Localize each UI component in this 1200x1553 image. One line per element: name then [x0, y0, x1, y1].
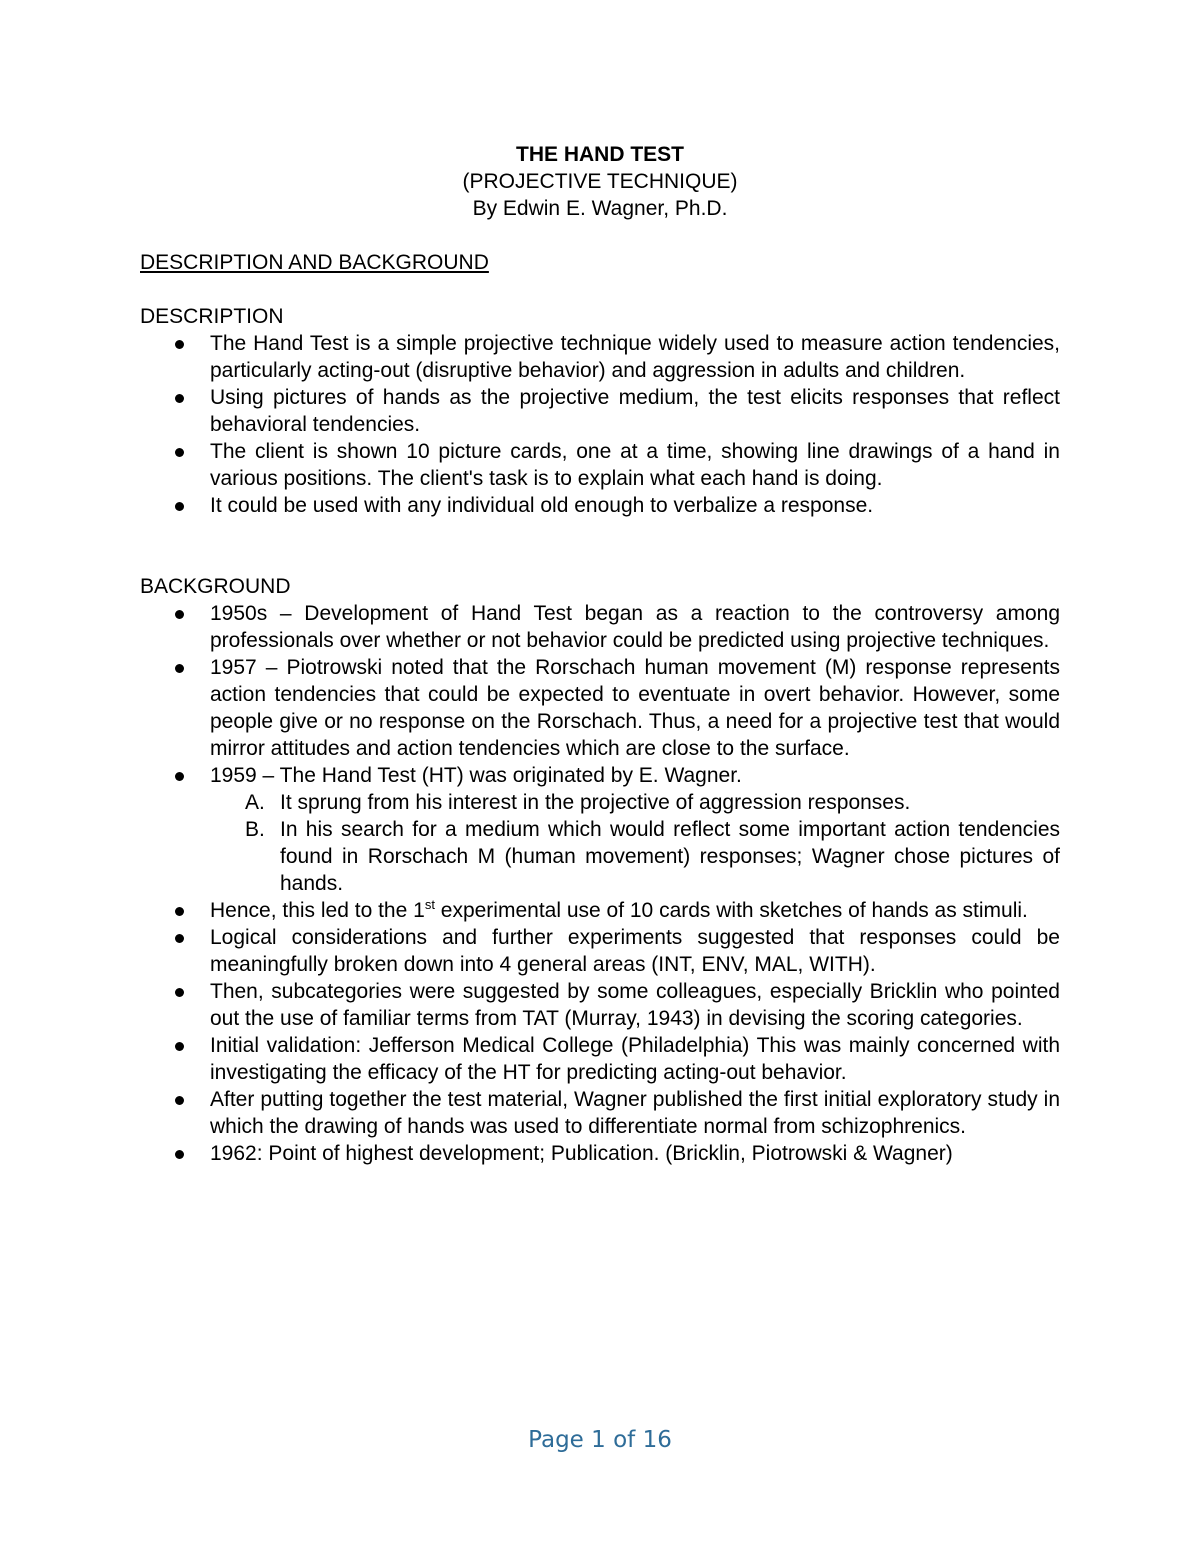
list-item	[140, 897, 1060, 924]
title-block	[0, 141, 1200, 222]
list-item: Using pictures of hands as the projective medium, the test elicits responses that reflect behavioral tendencies.	[140, 384, 1060, 438]
list-item: After putting together the test material, Wagner published the first initial exploratory study in which the drawing of hands was used to differentiate normal from schizophrenics.	[140, 1086, 1060, 1140]
list-item-text: experimental use of 10 cards with sketches of hands as stimuli.	[434, 899, 1028, 922]
background-list	[140, 600, 1060, 1167]
document-title: THE HAND TEST	[516, 143, 684, 166]
document-subtitle: (PROJECTIVE TECHNIQUE)	[462, 170, 738, 193]
list-item: Initial validation: Jefferson Medical College (Philadelphia) This was mainly concerned with investigating the efficacy of the HT for predicting acting-out behavior.	[140, 1032, 1060, 1086]
list-item: 1962: Point of highest development; Publication. (Bricklin, Piotrowski & Wagner)	[140, 1140, 1060, 1167]
sub-list	[210, 789, 1060, 897]
description-list	[140, 330, 1060, 519]
sub-list-marker: B.	[245, 818, 265, 841]
document-body	[140, 249, 1060, 1167]
sub-list-item	[210, 816, 1060, 897]
spacer	[140, 519, 1060, 573]
list-item: The Hand Test is a simple projective technique widely used to measure action tendencies, particularly acting-out (disruptive behavior) and aggression in adults and children.	[140, 330, 1060, 384]
list-item: Then, subcategories were suggested by some colleagues, especially Bricklin who pointed out the use of familiar terms from TAT (Murray, 1943) in devising the scoring categories.	[140, 978, 1060, 1032]
sub-list-text: It sprung from his interest in the projective of aggression responses.	[280, 791, 911, 814]
sub-list-text: In his search for a medium which would reflect some important action tendencies found in Rorschach M (human movement) responses; Wagner chose pictures of hands.	[280, 818, 1060, 895]
list-item: 1950s – Development of Hand Test began as a reaction to the controversy among professionals over whether or not behavior could be predicted using projective techniques.	[140, 600, 1060, 654]
list-item-text: 1959 – The Hand Test (HT) was originated by E. Wagner.	[210, 764, 742, 787]
list-item: 1957 – Piotrowski noted that the Rorschach human movement (M) response represents action tendencies that could be expected to eventuate in overt behavior. However, some people give or no response on the Rorschach. Thus, a need for a projective test that would mirror attitudes and action tendencies which are close to the surface.	[140, 654, 1060, 762]
list-item: The client is shown 10 picture cards, one at a time, showing line drawings of a hand in various positions. The client's task is to explain what each hand is doing.	[140, 438, 1060, 492]
list-item: Logical considerations and further experiments suggested that responses could be meaningfully broken down into 4 general areas (INT, ENV, MAL, WITH).	[140, 924, 1060, 978]
superscript: st	[424, 897, 435, 912]
sub-list-item	[210, 789, 1060, 816]
background-heading: BACKGROUND	[140, 575, 291, 598]
sub-list-marker: A.	[245, 791, 265, 814]
section-heading: DESCRIPTION AND BACKGROUND	[140, 251, 489, 274]
page-number: Page 1 of 16	[528, 1427, 672, 1453]
list-item-text: Hence, this led to the 1	[210, 899, 425, 922]
document-author: By Edwin E. Wagner, Ph.D.	[472, 197, 728, 220]
list-item: It could be used with any individual old enough to verbalize a response.	[140, 492, 1060, 519]
list-item	[140, 762, 1060, 897]
description-heading: DESCRIPTION	[140, 305, 284, 328]
